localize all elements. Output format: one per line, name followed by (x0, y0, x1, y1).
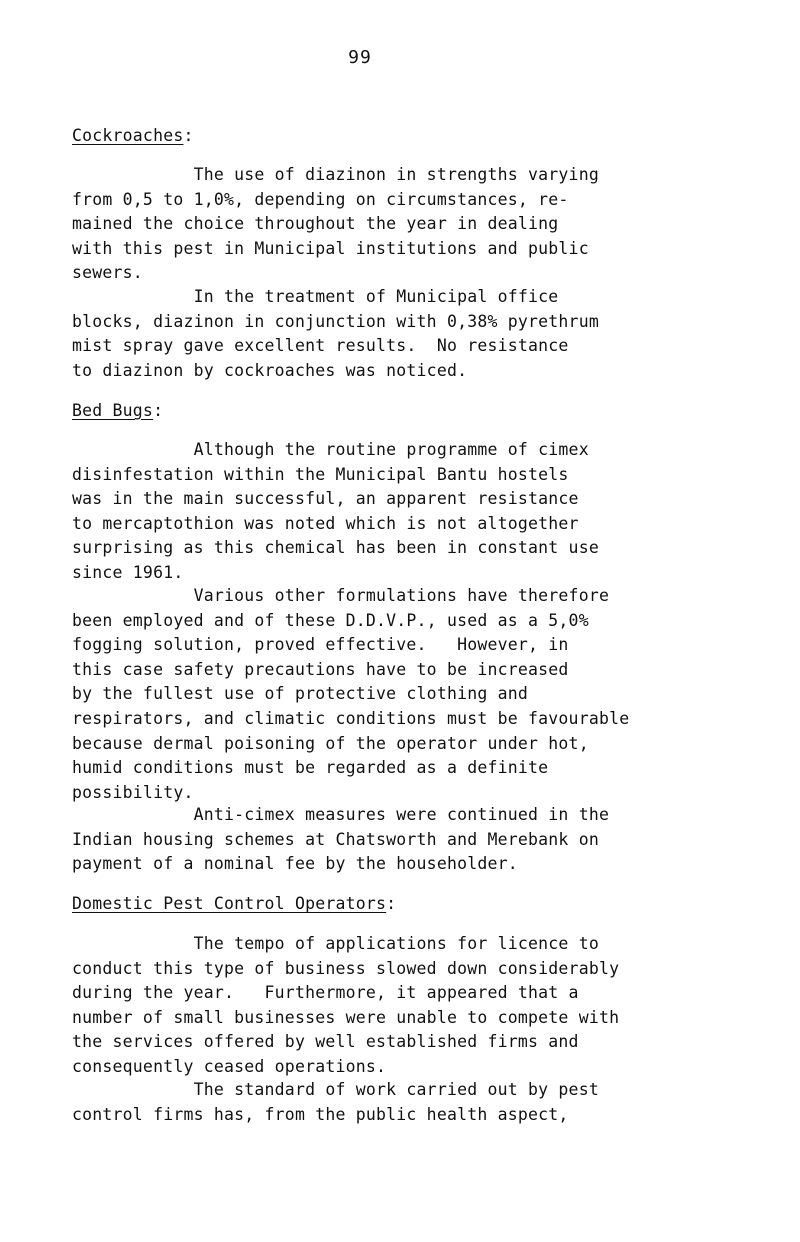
text-line: fogging solution, proved effective. However, in (72, 635, 569, 655)
text-line: The tempo of applications for licence to (72, 934, 599, 953)
text-line: was in the main successful, an apparent resistance (72, 489, 579, 509)
paragraph-pest-control-1 (72, 932, 800, 1080)
text-line: to mercaptothion was noted which is not altogether (72, 513, 579, 533)
paragraph-cockroaches-1 (72, 163, 800, 286)
text-line: Although the routine programme of cimex (72, 440, 589, 459)
paragraph-bed-bugs-1 (72, 438, 800, 586)
text-line: mist spray gave excellent results. No resistance (72, 336, 569, 356)
text-line: Indian housing schemes at Chatsworth and Merebank on (72, 829, 599, 849)
section-heading-bed-bugs (72, 401, 163, 420)
text-line: number of small businesses were unable to compete with (72, 1007, 620, 1027)
text-line: mained the choice throughout the year in dealing (72, 214, 559, 234)
paragraph-cockroaches-2 (72, 285, 800, 383)
text-line: sewers. (72, 263, 143, 283)
text-line: this case safety precautions have to be increased (72, 659, 569, 679)
text-line: Various other formulations have therefore (72, 586, 610, 605)
section-heading-text: Cockroaches (72, 126, 184, 145)
text-line: from 0,5 to 1,0%, depending on circumstances, re- (72, 189, 569, 209)
section-heading-cockroaches (72, 126, 194, 145)
text-line: humid conditions must be regarded as a definite (72, 758, 549, 778)
text-line: The standard of work carried out by pest (72, 1080, 599, 1099)
text-line: conduct this type of business slowed down considerably (72, 958, 620, 978)
paragraph-bed-bugs-2 (72, 584, 800, 805)
section-heading-colon: : (386, 894, 397, 913)
text-line: Anti-cimex measures were continued in the (72, 805, 610, 824)
text-line: blocks, diazinon in conjunction with 0,38% pyrethrum (72, 311, 599, 331)
section-heading-domestic-pest-control (72, 894, 396, 913)
page-number: 99 (348, 47, 372, 68)
text-line: respirators, and climatic conditions must be favourable (72, 708, 630, 728)
text-line: by the fullest use of protective clothing and (72, 684, 529, 704)
section-heading-text: Bed Bugs (72, 401, 154, 420)
section-heading-text: Domestic Pest Control Operators (72, 894, 387, 913)
text-line: control firms has, from the public health aspect, (72, 1104, 569, 1124)
text-line: possibility. (72, 782, 194, 802)
text-line: during the year. Furthermore, it appeared that a (72, 983, 579, 1003)
text-line: the services offered by well established firms and (72, 1032, 579, 1052)
text-line: been employed and of these D.D.V.P., used as a 5,0% (72, 610, 589, 630)
section-heading-colon: : (183, 126, 194, 145)
text-line: payment of a nominal fee by the householder. (72, 854, 518, 874)
text-line: consequently ceased operations. (72, 1056, 387, 1076)
text-line: because dermal poisoning of the operator under hot, (72, 733, 589, 753)
text-line: since 1961. (72, 562, 184, 582)
paragraph-pest-control-2 (72, 1078, 800, 1127)
section-heading-colon: : (153, 401, 164, 420)
text-line: The use of diazinon in strengths varying (72, 165, 599, 184)
text-line: disinfestation within the Municipal Bantu hostels (72, 464, 569, 484)
text-line: surprising as this chemical has been in constant use (72, 538, 599, 558)
text-line: to diazinon by cockroaches was noticed. (72, 360, 468, 380)
paragraph-bed-bugs-3 (72, 803, 800, 877)
text-line: with this pest in Municipal institutions and public (72, 238, 589, 258)
text-line: In the treatment of Municipal office (72, 287, 559, 306)
